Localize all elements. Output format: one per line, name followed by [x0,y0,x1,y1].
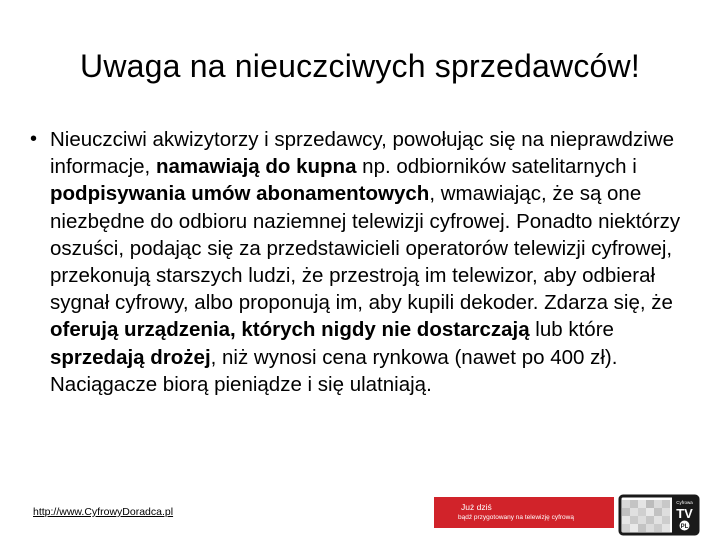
logo-small-text: Cyfrowa [676,500,693,505]
text-segment: , wmawiając, że są one niezbędne do odbioru naziemnej telewizji cyfrowej. Ponadto niektórzy oszuści, podając się za przedstawicieli operatorów telewizji cyfrowej, przekonują starszych ludzi, że przestroją im telewizor, aby odbierał sygnał cyfrowy, albo proponują im, aby kupili dekoder. Zdarza się, że [50,182,681,315]
logo-tv-text: TV [676,506,693,521]
banner-line1: Już dziś [461,502,492,512]
bold-segment: oferują urządzenia, których nigdy nie dostarczają [50,318,530,342]
bold-segment: sprzedają drożej [50,345,211,369]
banner-line2: bądź przygotowany na telewizję cyfrową [458,514,574,521]
slide-body [30,126,702,398]
text-segment: np. odbiorników satelitarnych i [356,155,637,179]
cyfrowa-tv-logo-icon [618,494,700,536]
slide-title: Uwaga na nieuczciwych sprzedawców! [80,48,640,84]
bold-segment: podpisywania umów abonamentowych [50,182,430,206]
bullet-icon: • [30,128,38,150]
text-segment: , niż wynosi cena rynkowa (nawet po 400 zł). Naciągacze biorą pieniądze i się ulatniają. [50,345,618,396]
footer-link[interactable]: http://www.CyfrowyDoradca.pl [33,506,174,518]
text-segment: Nieuczciwi akwizytorzy i sprzedawcy, powołując się na nieprawdziwe informacje, [50,128,674,179]
bullet-paragraph [50,126,702,398]
logo-pl-text: PL [680,524,689,530]
bold-segment: namawiają do kupna [155,155,357,179]
bullet-item [30,126,702,398]
promo-banner [434,497,614,528]
text-segment: lub które [529,318,614,342]
